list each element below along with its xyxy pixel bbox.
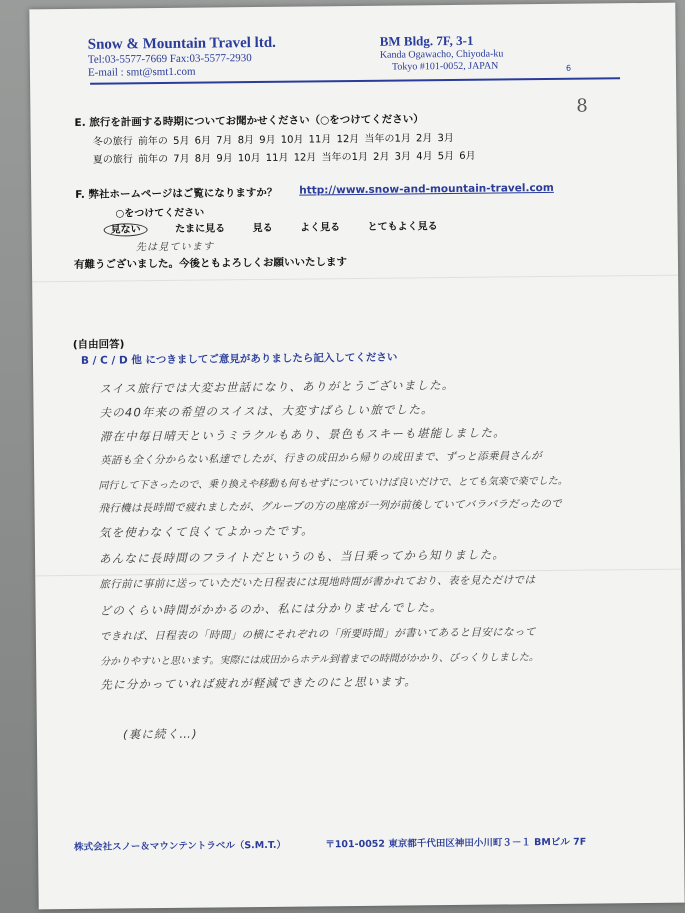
- fold-line: [32, 275, 678, 283]
- comment-line: 滞在中毎日晴天というミラクルもあり、景色もスキーも堪能しました。: [99, 425, 506, 444]
- comment-line: どのくらい時間がかかるのか、私には分かりませんでした。: [99, 600, 443, 618]
- option-sometimes[interactable]: たまに見る: [175, 223, 226, 235]
- address-line-2: Tokyo #101-0052, JAPAN: [391, 60, 499, 73]
- option-very-often[interactable]: とてもよく見る: [367, 221, 438, 233]
- option-see[interactable]: 見る: [252, 222, 273, 235]
- comment-line: 旅行前に事前に送っていただいた日程表には現地時間が書かれており、表を見ただけでは: [99, 574, 536, 591]
- comment-line: 英語も全く分からない私達でしたが、行きの成田から帰りの成田まで、ずっと添乗員さんが: [99, 450, 543, 467]
- comment-line: 先に分かっていれば疲れが軽減できたのにと思います。: [100, 674, 418, 692]
- page-mark: 6: [565, 63, 572, 73]
- option-often[interactable]: よく見る: [300, 222, 341, 234]
- footer-address: 〒101-0052 東京都千代田区神田小川町３－１ BMビル 7F: [325, 836, 587, 851]
- free-answer-label: (自由回答): [72, 338, 125, 351]
- frequency-options: [104, 217, 460, 236]
- comment-line: 夫の40年来の希望のスイスは、大変すばらしい旅でした。: [99, 402, 434, 420]
- handwritten-page-number: 8: [576, 95, 588, 117]
- thanks-line: 有難うございました。今後ともよろしくお願いいたします: [73, 256, 348, 271]
- building-name: BM Bldg. 7F, 3-1: [379, 32, 474, 49]
- homepage-url[interactable]: http://www.snow-and-mountain-travel.com: [299, 181, 554, 197]
- winter-months: 冬の旅行 前年の 5月 6月 7月 8月 9月 10月 11月 12月 当年の1月 2月 3月: [92, 132, 454, 148]
- tel-fax: Tel:03-5577-7669 Fax:03-5577-2930: [87, 52, 252, 66]
- comment-line: スイス旅行では大変お世話になり、ありがとうございました。: [99, 377, 455, 396]
- comment-line: 分かりやすいと思います。実際には成田からホテル到着までの時間がかかり、びっくりしました。: [100, 652, 539, 668]
- footer-company: 株式会社スノー＆マウンテントラベル（S.M.T.）: [74, 839, 287, 853]
- section-e-question: E. 旅行を計画する時期についてお聞かせください（○をつけてください）: [74, 113, 424, 129]
- comment-line: 飛行機は長時間で疲れましたが、グループの方の座席が一列が前後していてバラバラだったので: [98, 497, 563, 515]
- option-never[interactable]: 見ない: [104, 223, 148, 236]
- company-name: Snow & Mountain Travel ltd.: [87, 34, 276, 53]
- section-f-question: F. 弊社ホームページはご覧になりますか？: [75, 186, 278, 201]
- free-answer-prompt: B / C / D 他 につきましてご意見がありましたら記入してください: [80, 351, 398, 367]
- handwritten-note: 先は見ています: [135, 241, 215, 254]
- email: E-mail : smt@smt1.com: [87, 65, 196, 79]
- comment-line: できれば、日程表の「時間」の横にそれぞれの「所要時間」が書いてあると目安になって: [99, 626, 536, 643]
- comment-line: 気を使わなくて良くてよかったです。: [98, 523, 314, 540]
- questionnaire-sheet: [29, 3, 684, 910]
- continued-note: (裏に続く…): [122, 726, 198, 742]
- footer: [74, 834, 586, 853]
- comment-line: あんなに長時間のフライトだというのも、当日乗ってから知りました。: [98, 547, 506, 566]
- address-line-1: Kanda Ogawacho, Chiyoda-ku: [379, 48, 504, 61]
- summer-months: 夏の旅行 前年の 7月 8月 9月 10月 11月 12月 当年の1月 2月 3月 4月 5月 6月: [92, 150, 476, 166]
- letterhead-right: [380, 32, 504, 73]
- comment-line: 同行して下さったので、乗り換えや移動も何もせずについていけば良いだけで、とても気楽で楽でした。: [98, 475, 568, 492]
- letterhead-left: [88, 35, 277, 80]
- circle-instruction: ○をつけてください: [115, 207, 205, 220]
